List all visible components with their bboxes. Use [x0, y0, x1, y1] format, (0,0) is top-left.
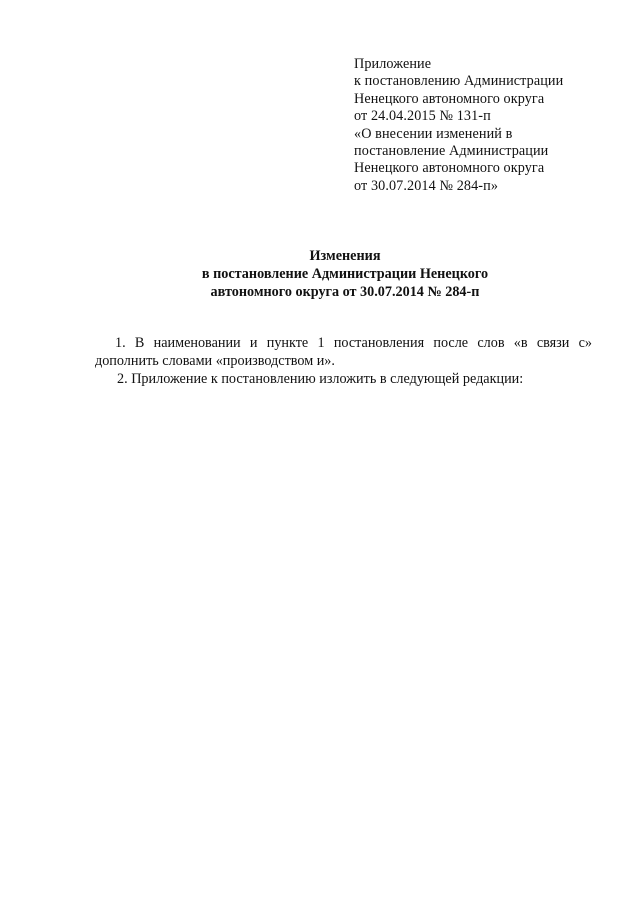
item-1-paragraph [95, 334, 592, 370]
appendix-reference [354, 56, 624, 195]
appendix-line: Приложение [354, 56, 432, 72]
appendix-line: Ненецкого автономного округа [354, 160, 545, 177]
document-body [95, 334, 592, 388]
item-1-first-line: 1. В наименовании и пункте 1 постановления после слов «в связи с» [115, 335, 592, 351]
item-2-paragraph [115, 370, 592, 388]
appendix-line: от 30.07.2014 № 284-п» [354, 177, 499, 194]
appendix-line: Ненецкого автономного округа [354, 90, 545, 107]
heading-title: Изменения [309, 248, 381, 264]
document-heading [100, 247, 590, 301]
appendix-line: постановление Администрации [354, 143, 549, 160]
item-2-text: 2. Приложение к постановлению изложить в следующей редакции: [117, 371, 524, 387]
appendix-line: от 24.04.2015 № 131-п [354, 108, 491, 125]
appendix-line: «О внесении изменений в [354, 125, 513, 142]
heading-subtitle-line: автономного округа от 30.07.2014 № 284-п [210, 284, 480, 300]
appendix-line: к постановлению Администрации [354, 73, 564, 90]
heading-subtitle-line: в постановление Администрации Ненецкого [201, 266, 489, 282]
item-1-continuation: дополнить словами «производством и». [95, 353, 335, 369]
